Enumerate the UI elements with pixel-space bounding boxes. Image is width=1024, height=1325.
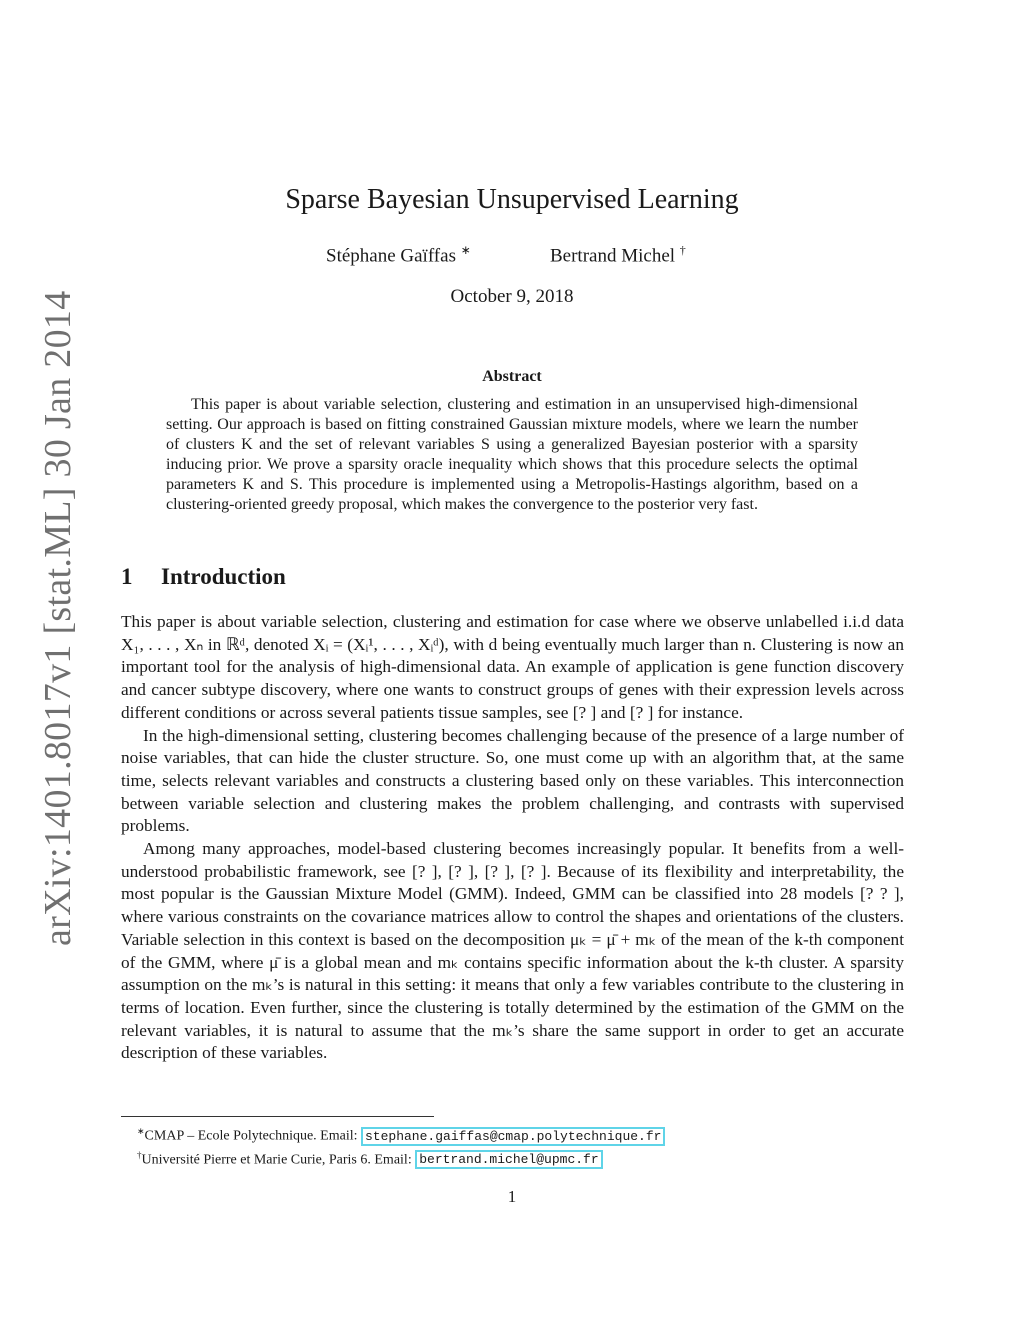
- footnote-mark: ∗: [137, 1126, 145, 1136]
- email-link[interactable]: stephane.gaiffas@cmap.polytechnique.fr: [361, 1127, 665, 1146]
- email-link[interactable]: bertrand.michel@upmc.fr: [415, 1150, 602, 1169]
- paragraph: In the high-dimensional setting, clustering becomes challenging because of the presence of a large number of noise variables, that can hide the cluster structure. So, one must come up with an algorithm that, at the same time, selects relevant variables and constructs a clustering based only on these variables. This interconnection between variable selection and clustering makes the problem challenging, and contrasts with supervised problems.: [121, 725, 904, 836]
- paper-title: Sparse Bayesian Unsupervised Learning: [285, 184, 739, 215]
- footnote: [121, 1122, 904, 1146]
- abstract-heading: Abstract: [482, 368, 542, 385]
- section-body: [121, 611, 904, 1065]
- footnote-mark: †: [137, 1149, 142, 1160]
- author-footnote-mark: ∗: [460, 243, 471, 257]
- footnotes: [121, 1122, 904, 1169]
- footnote-divider: [121, 1116, 434, 1117]
- section-title: Introduction: [161, 564, 286, 589]
- page-number: 1: [507, 1187, 517, 1206]
- section-heading: [121, 564, 286, 590]
- footnote: [121, 1146, 904, 1170]
- section-number: 1: [121, 564, 133, 589]
- author: [550, 243, 686, 267]
- author-name: Bertrand Michel: [550, 245, 676, 267]
- author-footnote-mark: †: [679, 243, 686, 257]
- footnote-text: Université Pierre et Marie Curie, Paris 6. Email:: [141, 1152, 412, 1168]
- paragraph: This paper is about variable selection, clustering and estimation for case where we observe unlabelled i.i.d data X₁, . . . , Xₙ in ℝᵈ, denoted Xᵢ = (Xᵢ¹, . . . , Xᵢᵈ), with d being eventually much larger than n. Clustering is now an important tool for the analysis of high-dimensional data. An example of application is gene function discovery and cancer subtype discovery, where one wants to construct groups of genes with their expression levels across different conditions or across several patients tissue samples, see [? ] and [? ] for instance.: [121, 612, 904, 722]
- paper-date: October 9, 2018: [450, 286, 574, 307]
- paragraph: Among many approaches, model-based clustering becomes increasingly popular. It benefits from a well-understood probabilistic framework, see [? ], [? ], [? ], [? ]. Because of its flexibility and interpretability, the most popular is the Gaussian Mixture Model (GMM). Indeed, GMM can be classified into 28 models [? ? ], where various constraints on the covariance matrices allow to control the shapes and orientations of the clusters. Variable selection in this context is based on the decomposition μₖ = μ̄ + mₖ of the mean of the k-th component of the GMM, where μ̄ is a global mean and mₖ contains specific information about the k-th cluster. A sparsity assumption on the mₖ’s is natural in this setting: it means that only a few variables contribute to the clustering in terms of location. Even further, since the clustering is totally determined by the estimation of the GMM on the relevant variables, it is natural to assume that the mₖ’s share the same support in order to get an accurate description of these variables.: [121, 839, 904, 1063]
- arxiv-stamp: arXiv:1401.8017v1 [stat.ML] 30 Jan 2014: [37, 290, 79, 946]
- author: [326, 243, 471, 267]
- abstract-text: This paper is about variable selection, clustering and estimation in an unsupervised high-dimensional setting. Our approach is based on fitting constrained Gaussian mixture models, where we learn the number of clusters K and the set of relevant variables S using a generalized Bayesian posterior with a sparsity inducing prior. We prove a sparsity oracle inequality which shows that this procedure selects the optimal parameters K and S. This procedure is implemented using a Metropolis-Hastings algorithm, based on a clustering-oriented greedy proposal, which makes the convergence to the posterior very fast.: [166, 396, 858, 513]
- author-name: Stéphane Gaïffas: [326, 245, 456, 267]
- footnote-text: CMAP – Ecole Polytechnique. Email:: [144, 1128, 358, 1144]
